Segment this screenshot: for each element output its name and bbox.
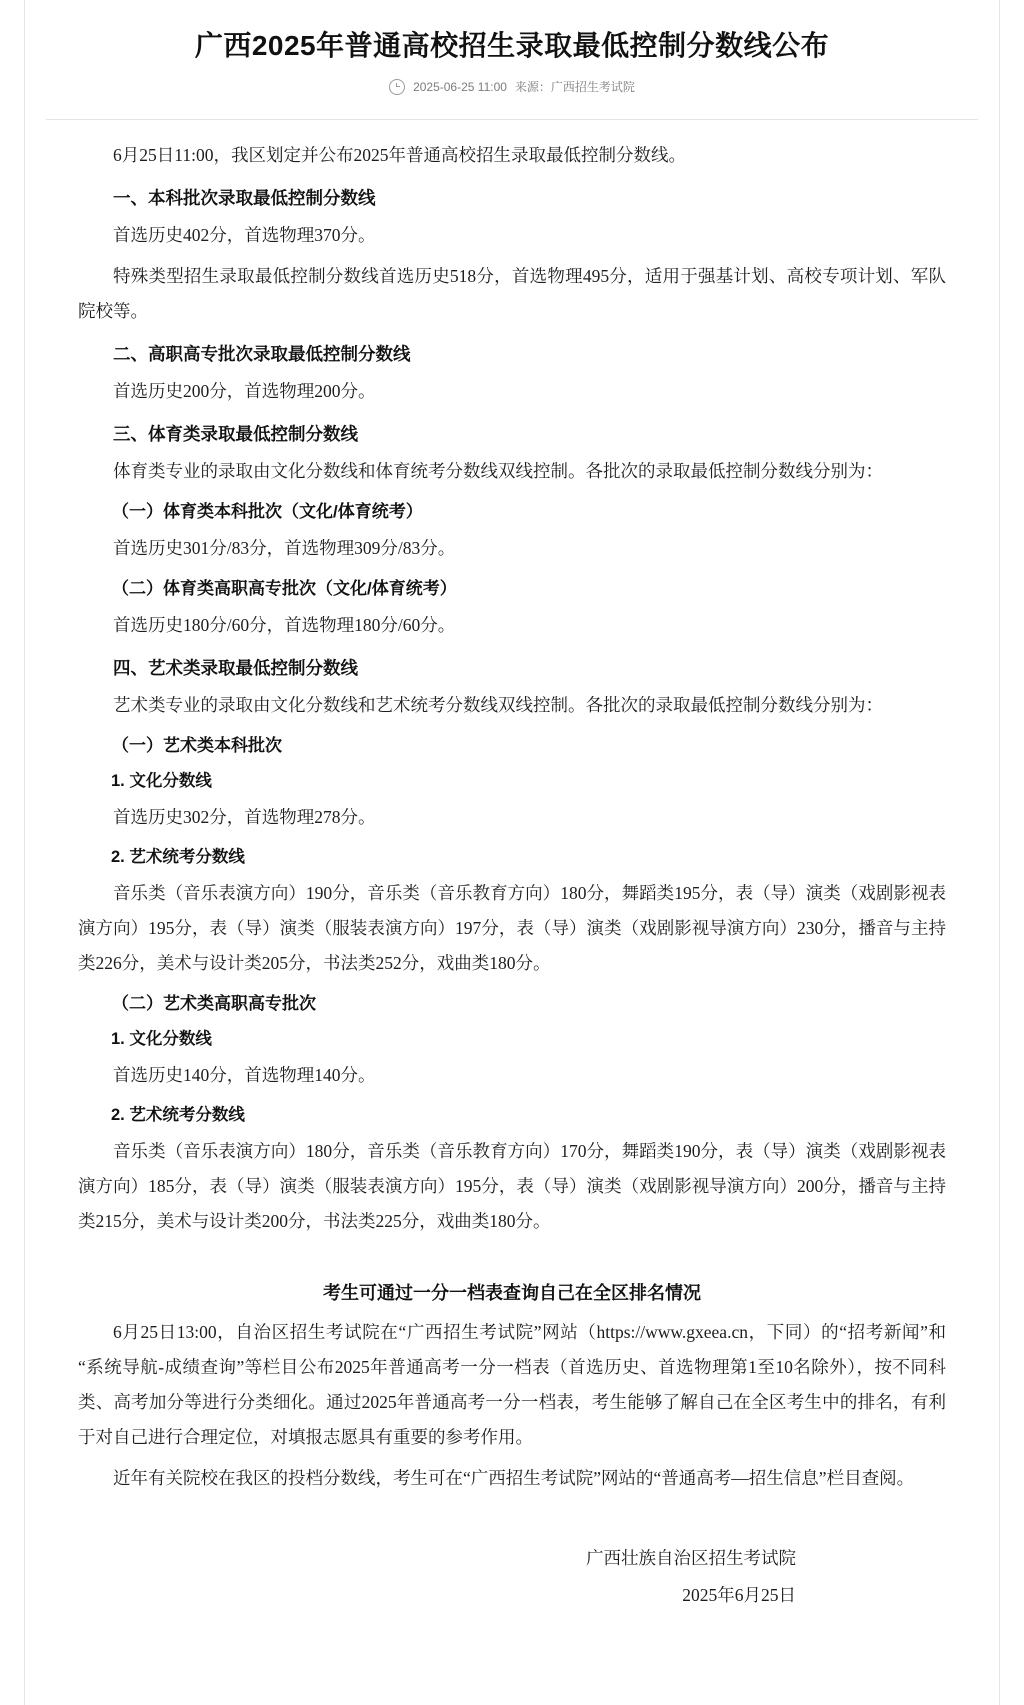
section-4-subheading-2: （二）艺术类高职高专批次 [112,994,316,1014]
section-3-sub-1-paragraph: 首选历史301分/83分，首选物理309分/83分。 [113,538,456,559]
section-3-subheading-2: （二）体育类高职高专批次（文化/体育统考） [112,579,457,599]
lead-paragraph: 6月25日11:00，我区划定并公布2025年普通高校招生录取最低控制分数线。 [113,145,686,166]
section-heading-4: 四、艺术类录取最低控制分数线 [113,658,358,679]
section-4-sub-2-item-2-title: 2. 艺术统考分数线 [111,1106,245,1125]
document-header [0,0,1024,119]
signature-organization: 广西壮族自治区招生考试院 [586,1548,796,1569]
article-meta [70,78,954,109]
section-3-sub-2-paragraph: 首选历史180分/60分，首选物理180分/60分。 [113,615,456,636]
section-3-subheading-1: （一）体育类本科批次（文化/体育统考） [112,502,423,522]
section-4-sub-1-item-1-title: 1. 文化分数线 [111,772,212,791]
section-1-paragraph-1: 首选历史402分，首选物理370分。 [113,225,376,246]
rank-section-heading: 考生可通过一分一档表查询自己在全区排名情况 [323,1283,701,1304]
rank-section-paragraph-2: 近年有关院校在我区的投档分数线，考生可在“广西招生考试院”网站的“普通高考—招生信息”栏目查阅。 [113,1468,915,1489]
section-heading-2: 二、高职高专批次录取最低控制分数线 [113,344,411,365]
section-4-sub-2-item-1-title: 1. 文化分数线 [111,1030,212,1049]
signature-date: 2025年6月25日 [682,1585,796,1606]
section-1-paragraph-2: 特殊类型招生录取最低控制分数线首选历史518分，首选物理495分，适用于强基计划、高校专项计划、军队院校等。 [78,266,946,322]
publish-datetime: 2025-06-25 11:00 [413,79,507,94]
section-4-sub-2-item-2-paragraph: 音乐类（音乐表演方向）180分，音乐类（音乐教育方向）170分，舞蹈类190分，表（导）演类（戏剧影视表演方向）185分，表（导）演类（服装表演方向）195分，表（导）演类（戏剧影视导演方向）200分，播音与主持类215分，美术与设计类200分，书法类225分，戏曲类180分。 [78,1141,946,1232]
section-2-paragraph-1: 首选历史200分，首选物理200分。 [113,381,376,402]
section-heading-3: 三、体育类录取最低控制分数线 [113,424,358,445]
section-4-sub-1-item-2-title: 2. 艺术统考分数线 [111,848,245,867]
section-4-sub-1-item-2-paragraph: 音乐类（音乐表演方向）190分，音乐类（音乐教育方向）180分，舞蹈类195分，表（导）演类（戏剧影视表演方向）195分，表（导）演类（服装表演方向）197分，表（导）演类（戏剧影视导演方向）230分，播音与主持类226分，美术与设计类205分，书法类252分，戏曲类180分。 [78,883,946,974]
section-3-paragraph-1: 体育类专业的录取由文化分数线和体育统考分数线双线控制。各批次的录取最低控制分数线分别为： [113,461,883,482]
page-title: 广西2025年普通高校招生录取最低控制分数线公布 [194,30,830,61]
section-heading-1: 一、本科批次录取最低控制分数线 [113,188,376,209]
document-body [0,120,1024,1654]
signature-block [78,1540,946,1614]
section-4-subheading-1: （一）艺术类本科批次 [112,736,282,756]
clock-icon [389,79,405,95]
section-4-sub-2-item-1-paragraph: 首选历史140分，首选物理140分。 [113,1065,376,1086]
rank-section-paragraph-1: 6月25日13:00，自治区招生考试院在“广西招生考试院”网站（https://www.gxeea.cn，下同）的“招考新闻”和“系统导航-成绩查询”等栏目公布2025年普通高考一分一档表（首选历史、首选物理第1至10名除外），按不同科类、高考加分等进行分类细化。通过2025年普通高考一分一档表，考生能够了解自己在全区考生中的排名，有利于对自己进行合理定位，对填报志愿具有重要的参考作用。 [78,1322,946,1448]
section-4-sub-1-item-1-paragraph: 首选历史302分，首选物理278分。 [113,807,376,828]
article-source: 来源：广西招生考试院 [514,80,635,95]
section-4-paragraph-1: 艺术类专业的录取由文化分数线和艺术统考分数线双线控制。各批次的录取最低控制分数线分别为： [113,695,883,716]
